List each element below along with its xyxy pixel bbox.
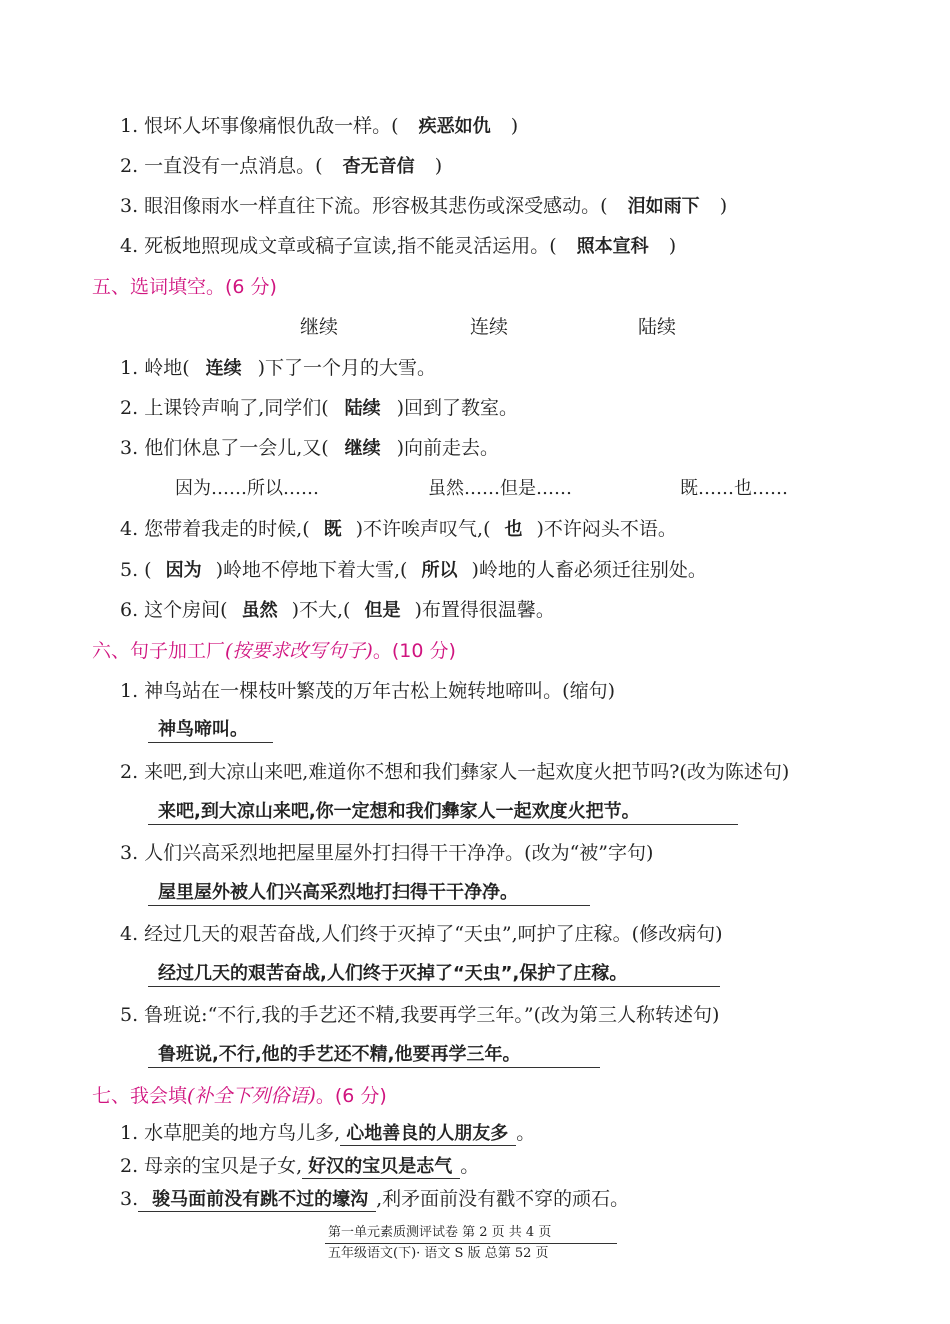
item-text: 岭地( [144, 357, 190, 379]
item-text: 。 [460, 1155, 480, 1177]
item-text: )下了一个月的大雪。 [257, 357, 437, 379]
answer-text: 继续 [344, 438, 381, 459]
item-text: 2. 一直没有一点消息。( [120, 155, 323, 177]
fill-item-2 [120, 395, 518, 422]
answer-text: 陆续 [344, 398, 381, 419]
rewrite-question-2: 2. 来吧,到大凉山来吧,难道你不想和我们彝家人一起欢度火把节吗?(改为陈述句) [120, 761, 790, 783]
answer-text: 连续 [205, 358, 242, 379]
rewrite-answer-2: 来吧,到大凉山来吧,你一定想和我们彝家人一起欢度火把节。 [148, 800, 738, 825]
rewrite-answer-3: 屋里屋外被人们兴高采烈地打扫得干干净净。 [148, 881, 590, 906]
heading-main: 七、我会填 [92, 1085, 188, 1107]
answer-text: 好汉的宝贝是志气 [302, 1156, 460, 1179]
conjunction-choice-1: 因为……所以…… [175, 478, 319, 499]
item-number: 3. [120, 437, 139, 459]
item-text: 2. 母亲的宝贝是子女, [120, 1155, 303, 1177]
heading-note: (补全下列俗语) [187, 1085, 316, 1107]
heading-score: 。(6 分) [315, 1085, 387, 1107]
item-text: 上课铃声响了,同学们( [144, 397, 329, 419]
rewrite-question-1: 1. 神鸟站在一棵枝叶繁茂的万年古松上婉转地啼叫。(缩句) [120, 680, 615, 702]
item-text: 6. 这个房间( [120, 599, 228, 621]
item-text: 他们休息了一会儿,又( [144, 437, 329, 459]
item-text: 1. 恨坏人坏事像痛恨仇敌一样。( [120, 115, 399, 137]
heading-main: 六、句子加工厂 [92, 640, 226, 662]
answer-text: 杳无音信 [342, 156, 415, 177]
idiom-item-4 [120, 233, 676, 260]
item-text: )向前走去。 [396, 437, 500, 459]
idiom-item-2 [120, 153, 442, 180]
item-text: )不许闷头不语。 [536, 518, 677, 540]
rewrite-answer-1: 神鸟啼叫。 [148, 718, 273, 743]
item-text: 3. [120, 1188, 139, 1210]
item-text: 5. ( [120, 559, 152, 581]
rewrite-question-5: 5. 鲁班说:“不行,我的手艺还不精,我要再学三年。”(改为第三人称转述句) [120, 1004, 720, 1026]
item-text: )回到了教室。 [396, 397, 519, 419]
word-choice-1: 继续 [300, 316, 339, 338]
fill-item-4 [120, 516, 677, 543]
answer-text: 疾恶如仇 [418, 116, 491, 137]
footer-divider [325, 1243, 617, 1244]
item-text: )不大,( [291, 599, 351, 621]
proverb-item-1 [120, 1120, 535, 1146]
footer-line-1: 第一单元素质测评试卷 第 2 页 共 4 页 [328, 1225, 552, 1240]
fill-item-1 [120, 355, 436, 382]
item-number: 2. [120, 397, 139, 419]
fill-item-5 [120, 557, 707, 584]
item-text: 4. 您带着我走的时候,( [120, 518, 310, 540]
answer-text: 心地善良的人朋友多 [340, 1123, 516, 1146]
rewrite-answer-5: 鲁班说,不行,他的手艺还不精,他要再学三年。 [148, 1043, 600, 1068]
item-number: 1. [120, 357, 139, 379]
idiom-item-3 [120, 193, 727, 220]
proverb-item-2 [120, 1153, 479, 1179]
section-heading-6 [92, 638, 456, 664]
answer-text: 照本宣科 [576, 236, 649, 257]
proverb-item-3 [120, 1186, 629, 1212]
answer-text: 所以 [421, 560, 458, 581]
rewrite-answer-4: 经过几天的艰苦奋战,人们终于灭掉了“天虫”,保护了庄稼。 [148, 962, 720, 987]
item-text: 3. 眼泪像雨水一样直往下流。形容极其悲伤或深受感动。( [120, 195, 608, 217]
rewrite-question-3: 3. 人们兴高采烈地把屋里屋外打扫得干干净净。(改为“被”字句) [120, 842, 654, 864]
section-heading-7 [92, 1083, 387, 1109]
section-heading-5: 五、选词填空。(6 分) [92, 276, 277, 298]
item-text: )岭地的人畜必须迁往别处。 [471, 559, 707, 581]
answer-text: 虽然 [241, 600, 278, 621]
answer-text: 骏马面前没有跳不过的壕沟 [138, 1189, 376, 1212]
item-text: )布置得很温馨。 [414, 599, 555, 621]
answer-text: 因为 [165, 560, 202, 581]
heading-note: (按要求改写句子) [225, 640, 373, 662]
answer-text: 泪如雨下 [627, 196, 700, 217]
answer-text: 但是 [364, 600, 401, 621]
item-text: ,利矛面前没有戳不穿的顽石。 [376, 1188, 630, 1210]
item-text: ) [434, 155, 443, 177]
conjunction-choice-3: 既……也…… [680, 478, 788, 499]
item-text: ) [668, 235, 677, 257]
item-text: ) [719, 195, 728, 217]
item-text: 。 [516, 1122, 536, 1144]
idiom-item-1 [120, 113, 518, 140]
fill-item-6 [120, 597, 555, 624]
word-choice-2: 连续 [470, 316, 509, 338]
item-text: )岭地不停地下着大雪,( [215, 559, 408, 581]
answer-text: 既 [323, 519, 342, 540]
fill-item-3 [120, 435, 499, 462]
word-choice-3: 陆续 [638, 316, 677, 338]
item-text: ) [510, 115, 519, 137]
conjunction-choice-2: 虽然……但是…… [428, 478, 572, 499]
answer-text: 也 [504, 519, 523, 540]
rewrite-question-4: 4. 经过几天的艰苦奋战,人们终于灭掉了“天虫”,呵护了庄稼。(修改病句) [120, 923, 723, 945]
item-text: )不许唉声叹气,( [355, 518, 491, 540]
heading-score: 。(10 分) [372, 640, 456, 662]
item-text: 1. 水草肥美的地方鸟儿多, [120, 1122, 341, 1144]
item-text: 4. 死板地照现成文章或稿子宣读,指不能灵活运用。( [120, 235, 557, 257]
footer-line-2: 五年级语文(下)· 语文 S 版 总第 52 页 [328, 1246, 549, 1261]
